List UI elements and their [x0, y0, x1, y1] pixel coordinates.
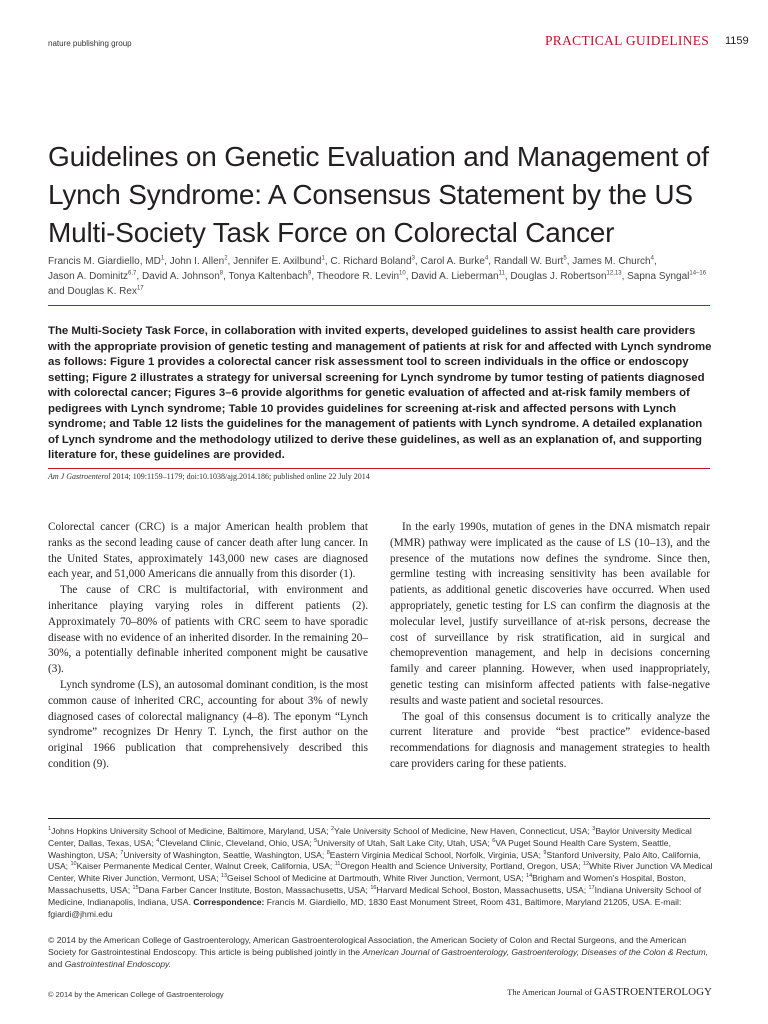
affiliation-text: White River Junction VA Medical Center, White River Junction, Vermont, USA;	[48, 861, 713, 884]
author-separator: ,	[136, 271, 142, 282]
footer-copyright: © 2014 by the American College of Gastroenterology	[48, 990, 224, 999]
journal-name-prefix: The American Journal	[507, 987, 583, 997]
author-name	[494, 256, 567, 267]
affiliation-text: Harvard Medical School, Boston, Massachusetts, USA;	[376, 884, 589, 895]
affiliation-text: Kaiser Permanente Medical Center, Walnut Creek, California, USA;	[76, 861, 335, 872]
affiliation-number: 1	[48, 826, 52, 833]
author-separator: ,	[223, 271, 229, 282]
author-name-text: Jennifer E. Axilbund	[233, 256, 322, 267]
copyright-and: and	[48, 959, 65, 969]
author-affiliation-number: 8	[219, 270, 224, 277]
affiliation-text: Brigham and Women's Hospital, Boston, Massachusetts, USA;	[48, 873, 687, 895]
author-separator: ,	[164, 256, 170, 267]
affiliation-text: Baylor University Medical Center, Dallas, Texas, USA;	[48, 826, 692, 848]
author-affiliation-number: 11	[498, 270, 505, 277]
author-name-text: Jason A. Dominitz	[48, 271, 129, 282]
author-name	[317, 271, 406, 282]
author-name-text: David A. Johnson	[141, 271, 220, 282]
body-paragraph: In the early 1990s, mutation of genes in the DNA mismatch repair (MMR) pathway were implicated as the cause of LS (10–13), and the presence of the mutations now defines the syndrome. Since then, germline testing with increasing sensitivity has been available for patients, as additional genetic discoveries have occurred. When used appropriately, genetic testing for LS can confirm the diagnosis at the molecular level, justify surveillance of at-risk persons, decrease the cost of surveillance by risk stratification, aid in surgical and chemoprevention management, and help in decisions concerning family and career planning. However, when used inappropriately, genetic testing can misinform affected patients with false-negative results and waste patient and societal resources.	[390, 521, 710, 707]
author-separator: ,	[488, 256, 494, 267]
author-affiliation-number: 6,7	[128, 270, 137, 277]
publisher-label: nature publishing group	[48, 39, 132, 48]
affiliation-text: University of Utah, Salt Lake City, Utah, USA;	[317, 837, 493, 848]
divider-rule	[48, 305, 710, 306]
author-name-text: John I. Allen	[169, 256, 225, 267]
citation	[48, 472, 370, 481]
affiliation-number: 3	[592, 826, 596, 833]
divider-rule	[48, 468, 710, 469]
author-separator: and	[48, 286, 68, 297]
body-paragraph: The cause of CRC is multifactorial, with environment and inheritance playing varying roles in different patients (2). Approximately 70–80% of patients with CRC seem to have sporadic disease with no evidence of an inherited disorder. In the remaining 20–30%, a potentially definable inherited component might be causative (3).	[48, 584, 368, 676]
author-name-text: James M. Church	[572, 256, 651, 267]
author-separator: ,	[414, 256, 421, 267]
page-number: 1159	[725, 35, 749, 47]
author-name-text: David A. Lieberman	[411, 271, 499, 282]
author-affiliation-number: 14–16	[689, 270, 707, 277]
copyright-notice	[48, 934, 713, 970]
affiliation-text: Cleveland Clinic, Cleveland, Ohio, USA;	[159, 837, 315, 848]
affiliation-text: Yale University School of Medicine, New Haven, Connecticut, USA;	[334, 826, 593, 836]
affiliation-text: Geisel School of Medicine at Dartmouth, White River Junction, Vermont, USA;	[227, 873, 527, 884]
author-name-text: Theodore R. Levin	[316, 271, 400, 282]
author-name-text: Randall W. Burt	[493, 256, 564, 267]
author-name-text: C. Richard Boland	[330, 256, 412, 267]
affiliation-number: 2	[330, 826, 335, 833]
author-name	[48, 271, 136, 282]
citation-journal: Am J Gastroenterol	[48, 472, 111, 481]
correspondence-text: Francis M. Giardiello, MD, 1830 East Monument Street, Room 431, Baltimore, Maryland 21205, USA. E-mail: fgiardi@jhmi.edu	[48, 896, 682, 919]
author-name	[48, 256, 164, 267]
author-affiliation-number: 17	[136, 285, 144, 292]
affiliation-number: 15	[132, 885, 139, 892]
author-name	[572, 256, 654, 267]
affiliation-text: Dana Farber Cancer Institute, Boston, Massachusetts, USA;	[138, 884, 371, 895]
affiliation-text: Stanford University, Palo Alto, California, USA;	[48, 849, 701, 872]
citation-details: 2014; 109:1159–1179; doi:10.1038/ajg.2014.186; published online 22 July 2014	[110, 472, 370, 481]
author-affiliation-number: 4	[650, 255, 654, 262]
author-separator: ,	[621, 271, 628, 282]
author-name	[170, 256, 228, 267]
author-separator: ,	[227, 256, 234, 267]
affiliations	[48, 826, 713, 920]
affiliation-number: 5	[314, 837, 318, 844]
author-affiliation-number: 5	[563, 255, 567, 262]
affiliation-text: Eastern Virginia Medical School, Norfolk, Virginia, USA;	[329, 849, 544, 860]
copyright-journals: American Journal of Gastroenterology, Gastroenterology, Diseases of the Colon & Rectum,	[362, 947, 708, 957]
affiliation-number: 17	[588, 885, 595, 892]
body-paragraph: Lynch syndrome (LS), an autosomal dominant condition, is the most common cause of inherited CRC, accounting for about 3% of newly diagnosed cases of colorectal malignancy (4–8). The eponym “Lynch syndrome” recognizes Dr Henry T. Lynch, the first author on the original 1966 publication that comprehensively described this condition (9).	[48, 678, 368, 770]
author-name-text: Sapna Syngal	[627, 271, 690, 282]
footnote-rule	[48, 818, 710, 819]
affiliation-number: 13	[220, 873, 228, 880]
author-name	[67, 286, 143, 297]
affiliation-number: 10	[70, 861, 77, 868]
author-name	[233, 256, 325, 267]
affiliation-text: University of Washington, Seattle, Washington, USA;	[123, 849, 327, 860]
affiliation-text: Oregon Health and Science University, Portland, Oregon, USA;	[340, 861, 583, 872]
author-affiliation-number: 2	[224, 255, 228, 262]
abstract: The Multi-Society Task Force, in collaboration with invited experts, developed guidelines to assist health care providers with the appropriate provision of genetic testing and management of patients at risk for and affected with Lynch syndrome as follows: Figure 1 provides a colorectal cancer risk assessment tool to screen individuals in the office or endoscopy setting; Figure 2 illustrates a strategy for universal screening for Lynch syndrome by tumor testing of patients diagnosed with colorectal cancer; Figures 3–6 provide algorithms for genetic evaluation of affected and at-risk family members of pedigrees with Lynch syndrome; Table 10 provides guidelines for screening at-risk and affected persons with Lynch syndrome; and Table 12 lists the guidelines for the management of patients with Lynch syndrome. A detailed explanation of Lynch syndrome and the methodology utilized to derive these guidelines, as well as an explanation of, and supporting literature for, these guidelines are provided.	[48, 325, 712, 461]
affiliation-number: 8	[326, 849, 330, 856]
author-name	[510, 271, 621, 282]
author-name-text: Francis M. Giardiello, MD	[48, 256, 161, 267]
correspondence-label: Correspondence:	[193, 896, 265, 907]
affiliation-number: 11	[334, 861, 341, 868]
author-separator: ,	[566, 256, 573, 267]
body-paragraph: The goal of this consensus document is to critically analyze the current literature and provide “best practice” evidence-based recommendations for diagnosis and management strategies to health care providers caring for these patients.	[390, 710, 710, 770]
affiliation-text: Indiana University School of Medicine, Indianapolis, Indiana, USA.	[48, 884, 702, 907]
author-affiliation-number: 1	[160, 255, 165, 262]
affiliation-number: 16	[370, 885, 377, 892]
author-name	[229, 271, 312, 282]
author-name-text: Douglas K. Rex	[67, 286, 137, 297]
author-list	[48, 254, 720, 299]
author-name	[420, 256, 488, 267]
journal-name-main: GASTROENTEROLOGY	[594, 986, 712, 998]
author-affiliation-number: 1	[321, 255, 325, 262]
author-name	[411, 271, 505, 282]
journal-name	[496, 986, 712, 998]
author-name-text: Tonya Kaltenbach	[228, 271, 309, 282]
section-label: PRACTICAL GUIDELINES	[545, 33, 710, 48]
author-name	[627, 271, 706, 282]
author-affiliation-number: 12,13	[606, 270, 622, 277]
affiliation-number: 12	[582, 861, 590, 868]
article-title: Guidelines on Genetic Evaluation and Management of Lynch Syndrome: A Consensus Statement by the US Multi-Society Task Force on Colorectal Cancer	[48, 141, 709, 248]
author-affiliation-number: 4	[484, 255, 489, 262]
affiliation-number: 9	[543, 849, 547, 856]
body-column-left	[48, 520, 368, 773]
author-affiliation-number: 3	[411, 255, 415, 262]
copyright-journal-last: Gastrointestinal Endoscopy.	[64, 959, 172, 969]
affiliation-number: 14	[526, 873, 533, 880]
journal-name-of: of	[582, 987, 595, 997]
affiliation-text: Johns Hopkins University School of Medicine, Baltimore, Maryland, USA;	[51, 826, 331, 836]
affiliation-number: 7	[120, 849, 124, 856]
author-name	[330, 256, 415, 267]
body-column-right	[390, 520, 710, 773]
author-separator: ,	[324, 256, 331, 267]
affiliation-number: 6	[492, 837, 496, 844]
author-separator: ,	[504, 271, 511, 282]
author-affiliation-number: 9	[308, 270, 312, 277]
body-paragraph: Colorectal cancer (CRC) is a major American health problem that ranks as the second leading cause of cancer death after lung cancer. In the United States, approximately 143,000 new cases are diagnosed each year, and 51,000 Americans die annually from this disorder (1).	[48, 521, 368, 581]
author-name-text: Douglas J. Robertson	[510, 271, 607, 282]
author-name	[142, 271, 223, 282]
author-affiliation-number: 10	[399, 270, 406, 277]
author-separator: ,	[311, 271, 317, 282]
affiliation-text: VA Puget Sound Health Care System, Seattle, Washington, USA;	[48, 837, 671, 860]
copyright-text: © 2014 by the American College of Gastroenterology, American Gastroenterological Association, the American Society of Colon and Rectal Surgeons, and the American Society for Gastrointestinal Endoscopy. This article is being published jointly in the	[48, 935, 687, 957]
affiliation-number: 4	[156, 837, 160, 844]
author-separator: ,	[405, 271, 412, 282]
author-separator: ,	[653, 256, 657, 267]
author-name-text: Carol A. Burke	[420, 256, 485, 267]
